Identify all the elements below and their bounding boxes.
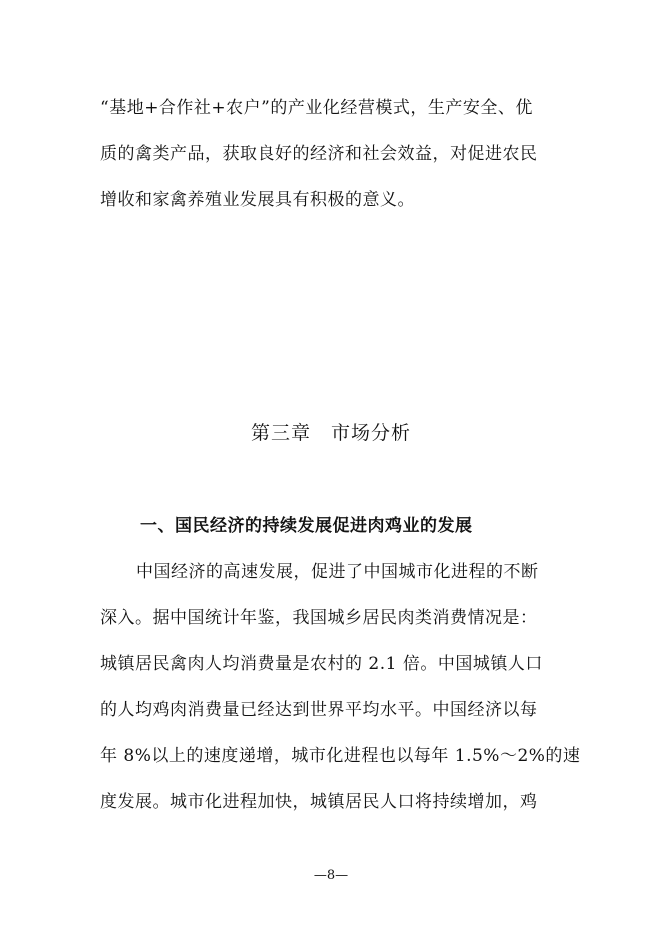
- intro-line-3: 增收和家禽养殖业发展具有积极的意义。: [100, 190, 415, 210]
- intro-line-1: “基地+合作社+农户”的产业化经营模式，生产安全、优: [100, 98, 533, 118]
- paragraph-line-5: 年 8%以上的速度递增，城市化进程也以每年 1.5%～2%的速: [100, 746, 581, 766]
- intro-line-2: 质的禽类产品，获取良好的经济和社会效益，对促进农民: [100, 144, 538, 164]
- paragraph-line-4: 的人均鸡肉消费量已经达到世界平均水平。中国经济以每: [100, 700, 538, 720]
- paragraph-line-1: 中国经济的高速发展，促进了中国城市化进程的不断: [136, 562, 539, 582]
- paragraph-line-3: 城镇居民禽肉人均消费量是农村的 2.1 倍。中国城镇人口: [100, 654, 543, 674]
- section-heading: 一、国民经济的持续发展促进肉鸡业的发展: [140, 516, 473, 536]
- paragraph-line-2: 深入。据中国统计年鉴，我国城乡居民肉类消费情况是：: [100, 608, 538, 628]
- page-number: —8—: [313, 868, 349, 883]
- chapter-title: 第三章 市场分析: [250, 422, 411, 444]
- paragraph-line-6: 度发展。城市化进程加快，城镇居民人口将持续增加，鸡: [100, 792, 538, 812]
